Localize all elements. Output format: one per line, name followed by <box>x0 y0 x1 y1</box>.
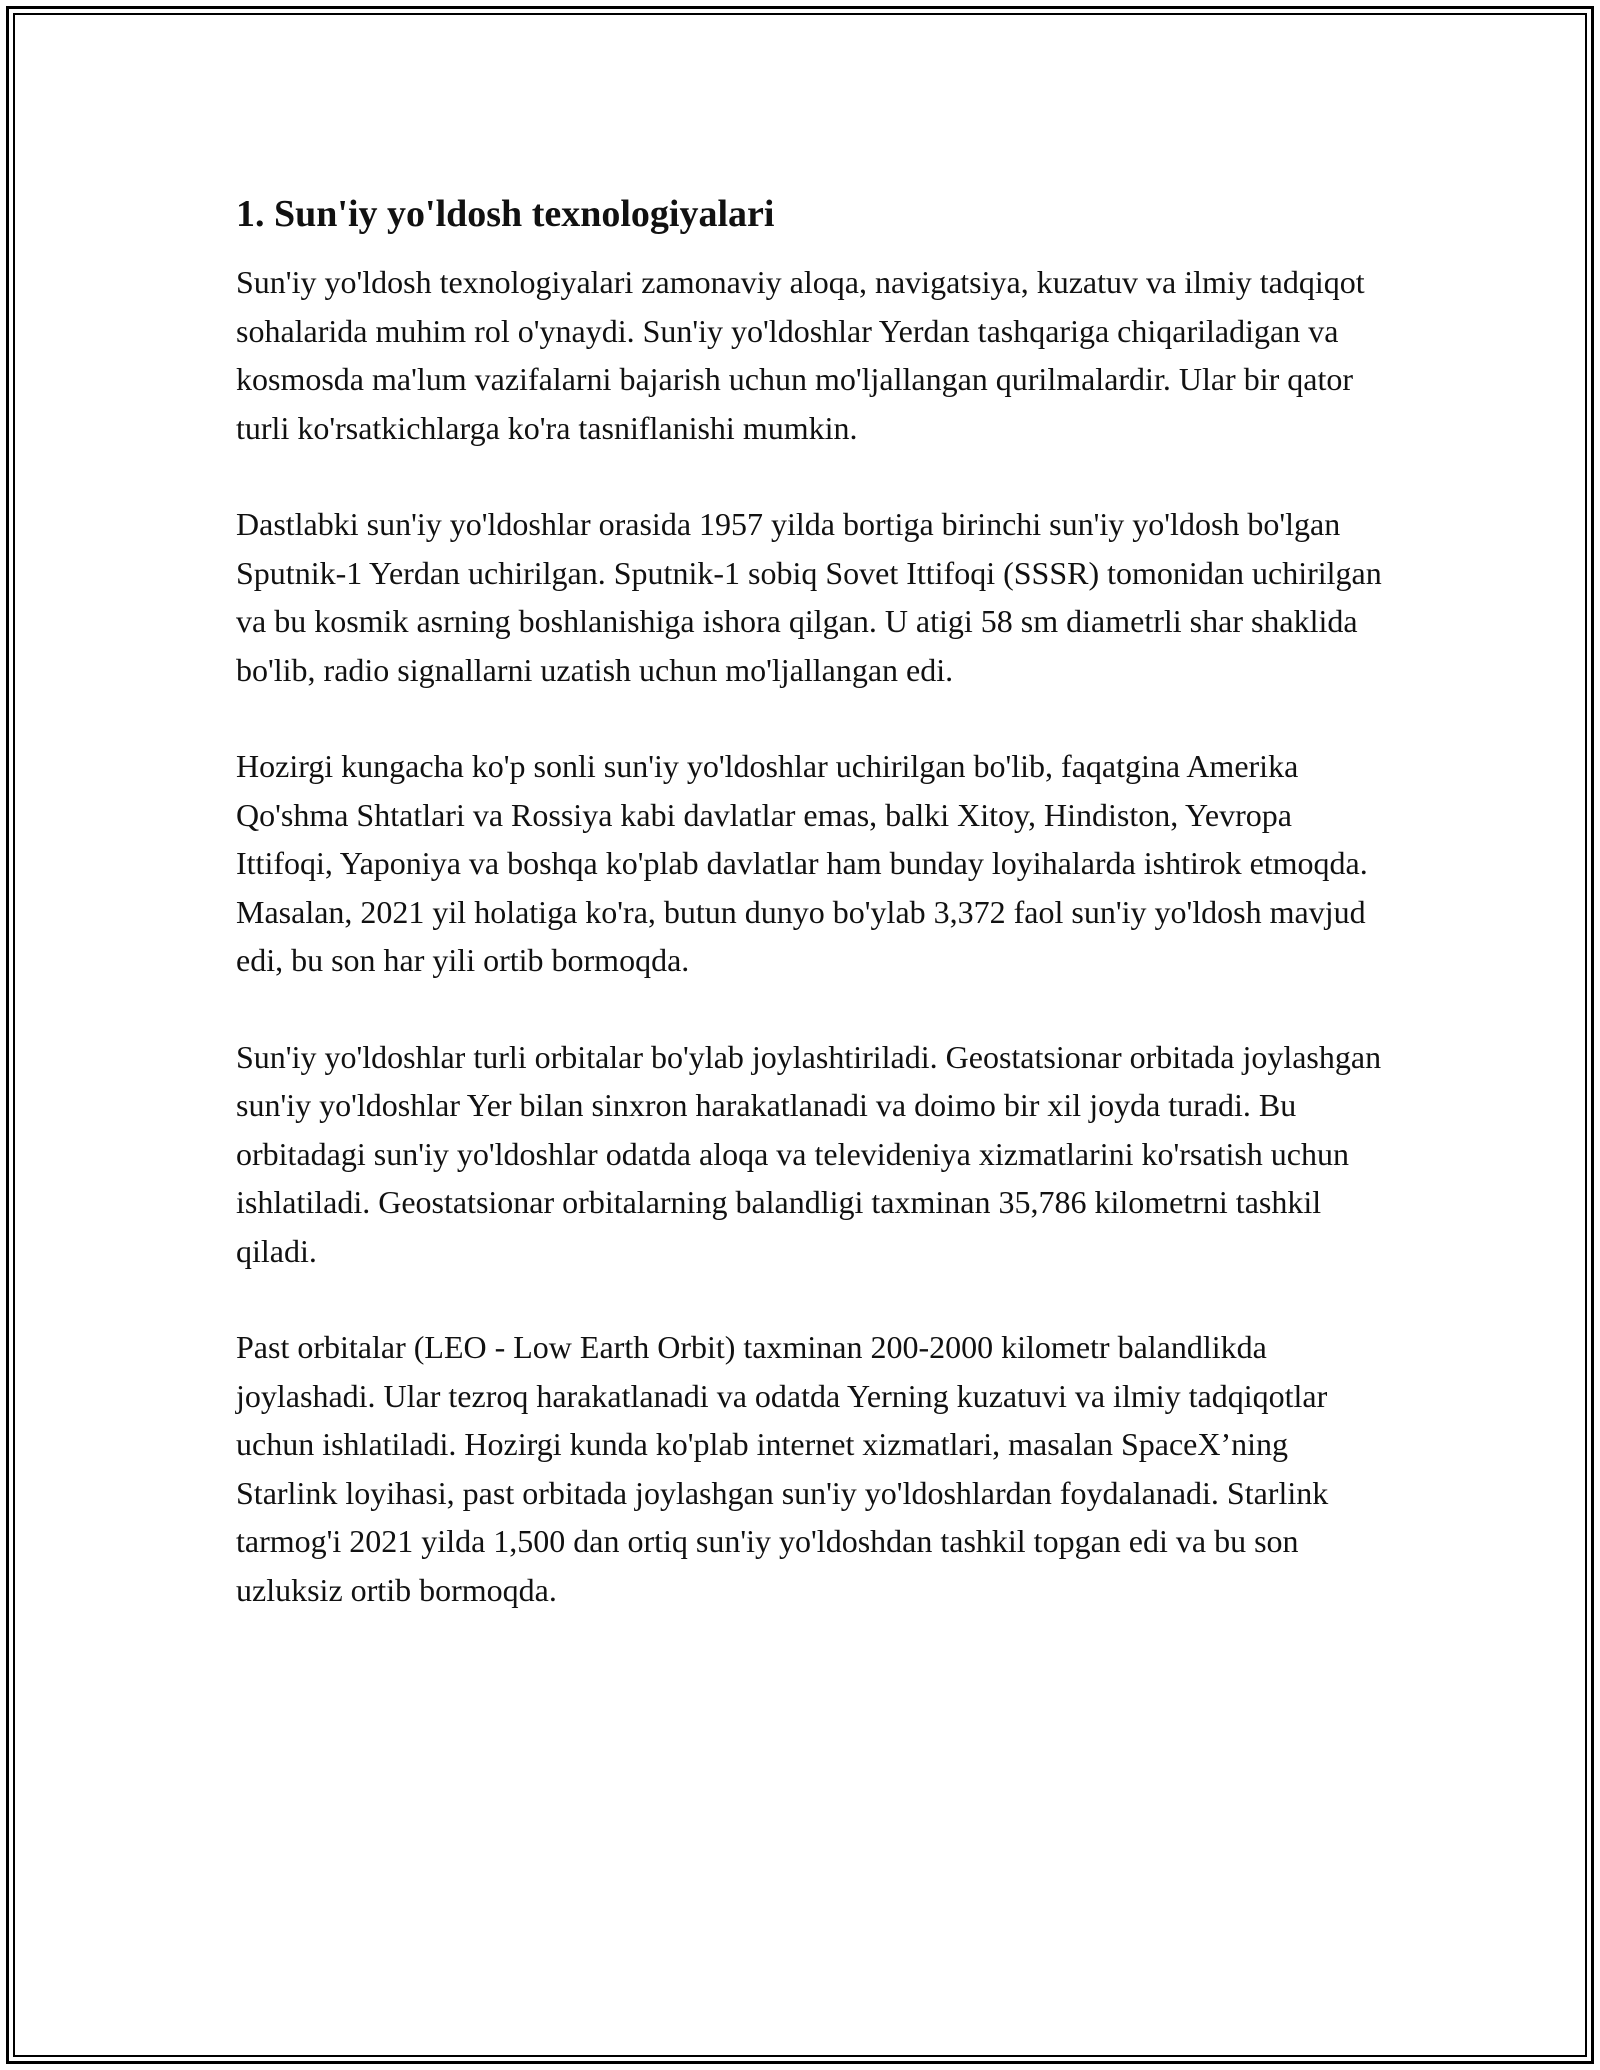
paragraph-leo: Past orbitalar (LEO - Low Earth Orbit) taxminan 200-2000 kilometr balandlikda joylashadi. Ular tezroq harakatlanadi va odatda Yerning kuzatuvi va ilmiy tadqiqotlar uchun ishlatiladi. Hozirgi kunda ko'plab internet xizmatlari, masalan SpaceX’ning Starlink loyihasi, past orbitada joylashgan sun'iy yo'ldoshlardan foydalanadi. Starlink tarmog'i 2021 yilda 1,500 dan ortiq sun'iy yo'ldoshdan tashkil topgan edi va bu son uzluksiz ortib bormoqda. <box>236 1329 1329 1608</box>
paragraph-intro: Sun'iy yo'ldosh texnologiyalari zamonaviy aloqa, navigatsiya, kuzatuv va ilmiy tadqiqot sohalarida muhim rol o'ynaydi. Sun'iy yo'ldoshlar Yerdan tashqariga chiqariladigan va kosmosda ma'lum vazifalarni bajarish uchun mo'ljallangan qurilmalardir. Ular bir qator turli ko'rsatkichlarga ko'ra tasniflanishi mumkin. <box>236 264 1365 446</box>
paragraph-sputnik: Dastlabki sun'iy yo'ldoshlar orasida 1957 yilda bortiga birinchi sun'iy yo'ldosh bo'lgan Sputnik-1 Yerdan uchirilgan. Sputnik-1 sobiq Sovet Ittifoqi (SSSR) tomonidan uchirilgan va bu kosmik asrning boshlanishiga ishora qilgan. U atigi 58 sm diametrli shar shaklida bo'lib, radio signallarni uzatish uchun mo'ljallangan edi. <box>236 506 1382 688</box>
document-body <box>236 188 1386 1662</box>
paragraph-countries: Hozirgi kungacha ko'p sonli sun'iy yo'ldoshlar uchirilgan bo'lib, faqatgina Amerika Qo'shma Shtatlari va Rossiya kabi davlatlar emas, balki Xitoy, Hindiston, Yevropa Ittifoqi, Yaponiya va boshqa ko'plab davlatlar ham bunday loyihalarda ishtirok etmoqda. Masalan, 2021 yil holatiga ko'ra, butun dunyo bo'ylab 3,372 faol sun'iy yo'ldosh mavjud edi, bu son har yili ortib bormoqda. <box>236 748 1368 978</box>
section-heading: 1. Sun'iy yo'ldosh texnologiyalari <box>236 193 775 235</box>
paragraph-geostationary: Sun'iy yo'ldoshlar turli orbitalar bo'ylab joylashtiriladi. Geostatsionar orbitada joylashgan sun'iy yo'ldoshlar Yer bilan sinxron harakatlanadi va doimo bir xil joyda turadi. Bu orbitadagi sun'iy yo'ldoshlar odatda aloqa va televideniya xizmatlarini ko'rsatish uchun ishlatiladi. Geostatsionar orbitalarning balandligi taxminan 35,786 kilometrni tashkil qiladi. <box>236 1038 1382 1269</box>
